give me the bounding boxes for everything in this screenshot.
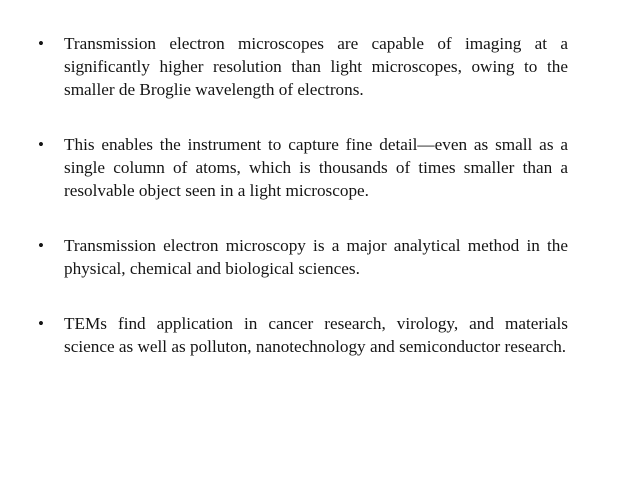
bullet-item-resolution: [38, 32, 568, 101]
bullet-item-analytical-method: [38, 234, 568, 280]
bullet-text: This enables the instrument to capture fine detail—even as small as a single column of atoms, which is thousands of times smaller than a resolvable object seen in a light microscope.: [64, 135, 568, 200]
bullet-point-icon: •: [38, 34, 44, 53]
bullet-point-icon: •: [38, 236, 44, 255]
bullet-point-icon: •: [38, 314, 44, 333]
bullet-text: Transmission electron microscopy is a major analytical method in the physical, chemical and biological sciences.: [64, 236, 568, 278]
bullet-point-icon: •: [38, 135, 44, 154]
bullet-text: Transmission electron microscopes are capable of imaging at a significantly higher resolution than light microscopes, owing to the smaller de Broglie wavelength of electrons.: [64, 34, 568, 99]
bullet-item-applications: [38, 312, 568, 358]
bullet-item-fine-detail: [38, 133, 568, 202]
bullet-list: [38, 32, 568, 390]
bullet-text: TEMs find application in cancer research, virology, and materials science as well as polluton, nanotechnology and semiconductor research.: [64, 314, 568, 356]
